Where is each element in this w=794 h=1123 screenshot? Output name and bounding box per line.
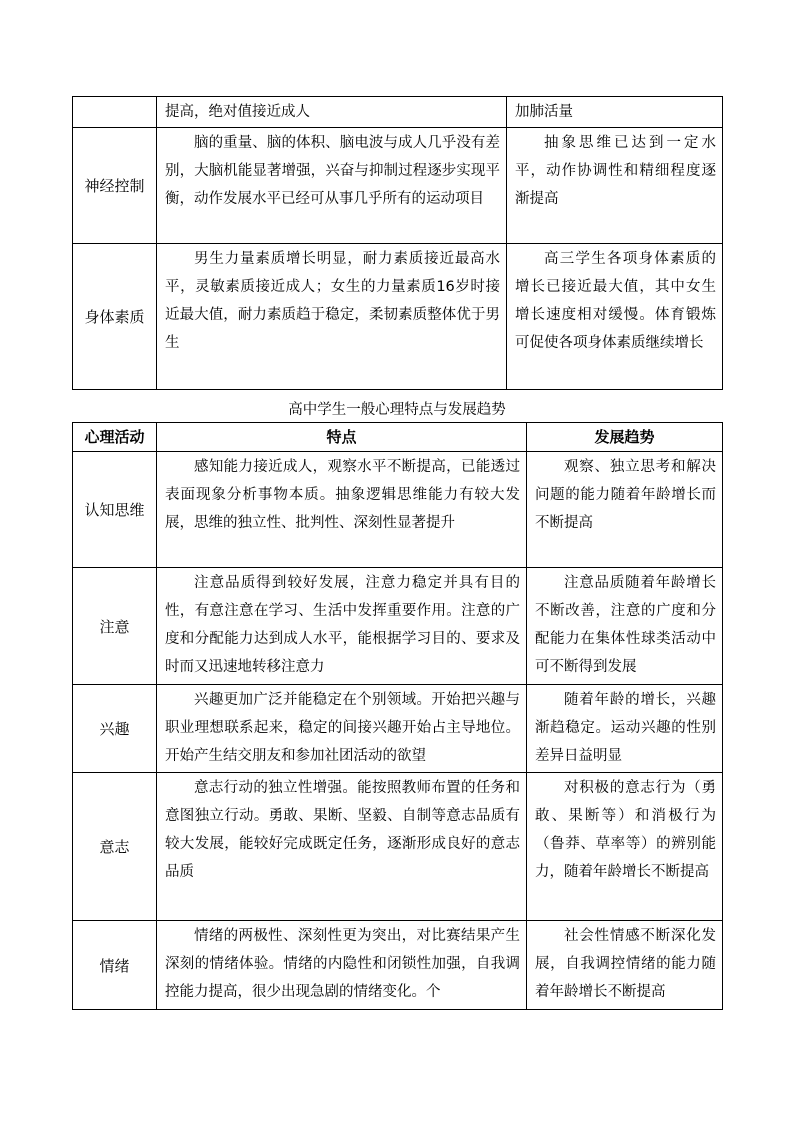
trend-cell: 对积极的意志行为（勇敢、果断等）和消极行为（鲁莽、草率等）的辨别能力，随着年龄增长不断提高 [527, 773, 723, 921]
row-label: 情绪 [73, 921, 157, 1010]
table-caption: 高中学生一般心理特点与发展趋势 [288, 402, 506, 418]
table-row [73, 97, 723, 128]
row-label: 注意 [73, 568, 157, 685]
trend-cell: 加肺活量 [507, 97, 723, 128]
feature-cell: 感知能力接近成人，观察水平不断提高，已能透过表面现象分析事物本质。抽象逻辑思维能力有较大发展，思维的独立性、批判性、深刻性显著提升 [157, 452, 527, 568]
table-row [73, 244, 723, 390]
header-trend: 发展趋势 [527, 423, 723, 452]
row-label: 认知思维 [73, 452, 157, 568]
trend-cell: 抽象思维已达到一定水平，动作协调性和精细程度逐渐提高 [507, 128, 723, 244]
feature-cell: 男生力量素质增长明显，耐力素质接近最高水平，灵敏素质接近成人；女生的力量素质16岁时接近最大值，耐力素质趋于稳定，柔韧素质整体优于男生 [157, 244, 507, 390]
row-label: 身体素质 [73, 244, 157, 390]
table-row [73, 128, 723, 244]
header-feature: 特点 [157, 423, 527, 452]
trend-cell: 社会性情感不断深化发展，自我调控情绪的能力随着年龄增长不断提高 [527, 921, 723, 1010]
physical-development-table [72, 96, 723, 390]
feature-cell: 兴趣更加广泛并能稳定在个别领域。开始把兴趣与职业理想联系起来，稳定的间接兴趣开始占主导地位。开始产生结交朋友和参加社团活动的欲望 [157, 685, 527, 773]
trend-cell: 随着年龄的增长，兴趣渐趋稳定。运动兴趣的性别差异日益明显 [527, 685, 723, 773]
row-label: 意志 [73, 773, 157, 921]
table-row [73, 685, 723, 773]
row-label: 神经控制 [73, 128, 157, 244]
trend-cell: 注意品质随着年龄增长不断改善，注意的广度和分配能力在集体性球类活动中可不断得到发展 [527, 568, 723, 685]
psychological-traits-table [72, 422, 723, 1010]
feature-cell: 情绪的两极性、深刻性更为突出，对比赛结果产生深刻的情绪体验。情绪的内隐性和闭锁性加强，自我调控能力提高，很少出现急剧的情绪变化。个 [157, 921, 527, 1010]
feature-cell: 意志行动的独立性增强。能按照教师布置的任务和意图独立行动。勇敢、果断、坚毅、自制等意志品质有较大发展，能较好完成既定任务，逐渐形成良好的意志品质 [157, 773, 527, 921]
table-row [73, 773, 723, 921]
row-label: 兴趣 [73, 685, 157, 773]
row-label [73, 97, 157, 128]
header-activity: 心理活动 [73, 423, 157, 452]
table-row [73, 452, 723, 568]
header-row [73, 423, 723, 452]
trend-cell: 高三学生各项身体素质的增长已接近最大值，其中女生增长速度相对缓慢。体育锻炼可促使各项身体素质继续增长 [507, 244, 723, 390]
feature-cell: 注意品质得到较好发展，注意力稳定并具有目的性，有意注意在学习、生活中发挥重要作用。注意的广度和分配能力达到成人水平，能根据学习目的、要求及时而又迅速地转移注意力 [157, 568, 527, 685]
feature-cell: 脑的重量、脑的体积、脑电波与成人几乎没有差别，大脑机能显著增强，兴奋与抑制过程逐步实现平衡，动作发展水平已经可从事几乎所有的运动项目 [157, 128, 507, 244]
table-row [73, 568, 723, 685]
table-row [73, 921, 723, 1010]
trend-cell: 观察、独立思考和解决问题的能力随着年龄增长而不断提高 [527, 452, 723, 568]
feature-cell: 提高，绝对值接近成人 [157, 97, 507, 128]
